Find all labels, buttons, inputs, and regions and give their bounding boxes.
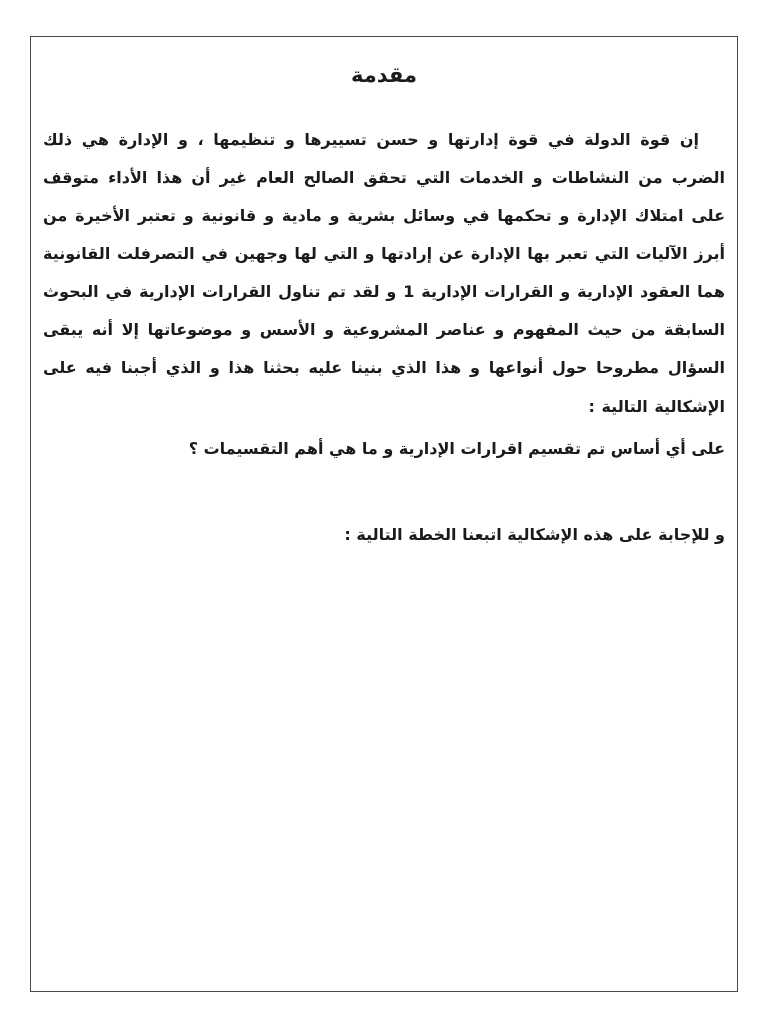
intro-paragraph: إن قوة الدولة في قوة إدارتها و حسن تسييرها و تنظيمها ، و الإدارة هي ذلك الضرب من النشاطات و الخدمات التي تحقق الصالح العام غير أن هذا الأداء متوقف على امتلاك الإدارة و تحكمها في وسائل بشرية و مادية و قانونية و تعتبر الأخيرة من أبرز الآليات التي تعبر بها الإدارة عن إرادتها و التي لها وجهين في التصرفلت القانونية هما العقود الإدارية و القرارات الإدارية 1 و لقد تم تناول القرارات الإدارية في البحوث السابقة من حيث المفهوم و عناصر المشروعية و الأسس و موضوعاتها إلا أنه يبقى السؤال مطروحا حول أنواعها و هذا الذي بنينا عليه بحثنا هذا و الذي أجبنا فيه على الإشكالية التالية : [43,130,726,416]
page-title: مقدمة [351,63,417,87]
plan-intro-line: و للإجابة على هذه الإشكالية اتبعنا الخطة التالية : [344,524,725,544]
page-border [30,36,738,992]
problem-question: على أي أساس تم تقسيم اقرارات الإدارية و ما هي أهم التقسيمات ؟ [188,438,725,458]
